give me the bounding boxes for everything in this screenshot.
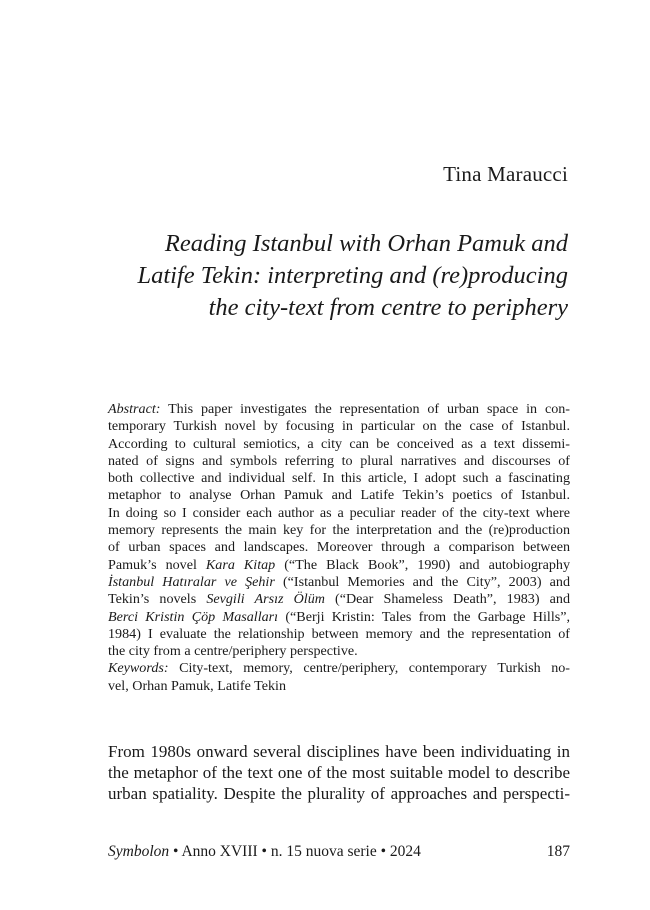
- title-line: the city-text from centre to periphery: [208, 294, 568, 321]
- abstract-line: both collective and individual self. In this article, I adopt such a fascinating: [108, 470, 570, 487]
- abstract: [108, 401, 570, 695]
- abstract-line: According to cultural semiotics, a city can be conceived as a text dissemi-: [108, 435, 570, 452]
- keywords-label: Keywords:: [108, 660, 169, 677]
- abstract-line: İstanbul Hatıralar ve Şehir (“Istanbul Memories and the City”, 2003) and: [108, 573, 570, 590]
- book-title: Sevgili Arsız Ölüm: [206, 591, 325, 608]
- book-title: İstanbul Hatıralar ve Şehir: [108, 573, 275, 590]
- abstract-line: the city from a centre/periphery perspective.: [108, 643, 358, 660]
- book-title: Berci Kristin Çöp Masalları: [108, 608, 279, 625]
- body-line: From 1980s onward several disciplines have been individuating in: [108, 742, 570, 761]
- abstract-line: of urban spaces and landscapes. Moreover through a comparison between: [108, 539, 570, 556]
- abstract-line: 1984) I evaluate the relationship between memory and the representation of: [108, 625, 570, 642]
- page-footer: [108, 843, 570, 861]
- abstract-line: Abstract: This paper investigates the representation of urban space in con-: [108, 401, 570, 417]
- title-line: Latife Tekin: interpreting and (re)producing: [137, 262, 568, 289]
- abstract-line: nated of signs and symbols referring to plural narratives and discourses of: [108, 452, 570, 469]
- issue-info: • Anno XVIII • n. 15 nuova serie • 2024: [169, 843, 421, 860]
- abstract-line: temporary Turkish novel by focusing in particular on the case of Istanbul.: [108, 418, 570, 435]
- abstract-line: memory represents the main key for the interpretation and the (re)production: [108, 522, 570, 539]
- page-number: 187: [546, 843, 570, 860]
- abstract-line: In doing so I consider each author as a peculiar reader of the city-text where: [108, 504, 570, 521]
- author-name: Tina Maraucci: [443, 162, 568, 186]
- book-title: Kara Kitap: [205, 556, 276, 573]
- paper-title: [100, 228, 568, 324]
- keywords-line: vel, Orhan Pamuk, Latife Tekin: [108, 677, 287, 694]
- keywords-line: Keywords: City-text, memory, centre/periphery, contemporary Turkish no-: [108, 660, 570, 677]
- abstract-label: Abstract:: [108, 401, 161, 417]
- body-paragraph: [108, 741, 570, 805]
- title-line: Reading Istanbul with Orhan Pamuk and: [164, 230, 568, 257]
- body-line: the metaphor of the text one of the most suitable model to describe: [108, 763, 570, 783]
- abstract-line: Tekin’s novels Sevgili Arsız Ölüm (“Dear Shameless Death”, 1983) and: [108, 591, 570, 608]
- journal-name: Symbolon: [108, 843, 170, 860]
- abstract-line: Berci Kristin Çöp Masalları (“Berji Kristin: Tales from the Garbage Hills”,: [108, 608, 570, 625]
- body-line: urban spatiality. Despite the plurality of approaches and perspecti-: [108, 784, 570, 804]
- abstract-line: Pamuk’s novel Kara Kitap (“The Black Book”, 1990) and autobiography: [108, 556, 570, 573]
- abstract-line: metaphor to analyse Orhan Pamuk and Latife Tekin’s poetics of Istanbul.: [108, 487, 570, 504]
